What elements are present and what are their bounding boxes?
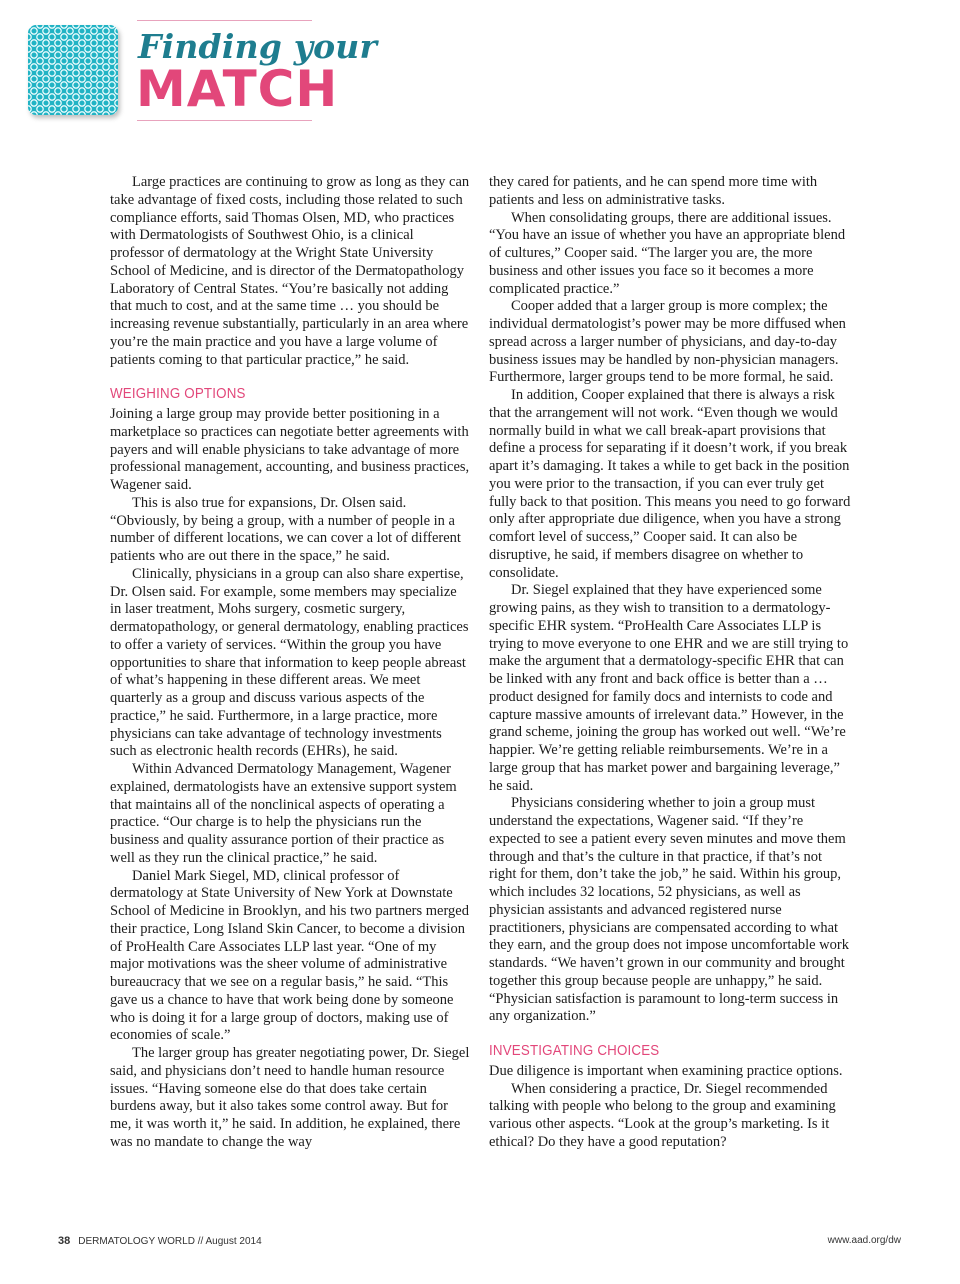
header-rule-bottom [137,120,312,121]
paragraph: they cared for patients, and he can spend more time with patients and less on administrative tasks. [489,174,818,208]
footer-url[interactable]: www.aad.org/dw [827,1235,901,1246]
paragraph: In addition, Cooper explained that there is always a risk that the arrangement will not work. “Even though we would normally build in what we call break-apart provisions that define a process for separating if it doesn’t work, if you break apart it’s damaging. It takes a while to get back in the position you were prior to the transaction, if you can ever truly get fully back to that position. This means you need to go forward only after appropriate due diligence, when you have a strong comfort level of success,” Cooper said. It can also be disruptive, he said, if members disagree on whether to consolidate. [489,387,851,581]
left-column [110,174,470,1152]
header-kicker: Finding your [138,27,378,66]
paragraph: This is also true for expansions, Dr. Olsen said. “Obviously, by being a group, with a number of people in a number of different locations, we can cover a lot of different patients who are out there in the space,” he said. [110,494,461,564]
paragraph: The larger group has greater negotiating power, Dr. Siegel said, and physicians don’t need to handle human resource issues. “Having someone else do that does take certain burdens away, but it also takes some control away. But for me, it was worth it,” he said. In addition, he explained, there was no mandate to change the way [110,1045,470,1150]
section-heading-weighing-options: WEIGHING OPTIONS [110,386,246,403]
paragraph: Dr. Siegel explained that they have experienced some growing pains, as they wish to transition to a dermatology-specific EHR system. “ProHealth Care Associates LLP is trying to move everyone to one EHR and we are still trying to make the argument that a dermatology-specific EHR that can be linked with any front and back office is better than a … product designed for family docs and internists to code and capture massive amounts of irrelevant data.” However, in the grand scheme, joining the group has worked out well. “We’re happier. We’re getting reliable reimbursements. We’re in a large group that has market power and bargaining leverage,” he said. [489,582,849,794]
paragraph: Clinically, physicians in a group can also share expertise, Dr. Olsen said. For example, some members may specialize in laser treatment, Mohs surgery, cosmetic surgery, dermatopathology, or general dermatology, enabling practices to offer a variety of services. “Within the group you have opportunities to share that information to keep people abreast of what’s happening in these different areas. We meet quarterly as a group and discuss various aspects of the practice,” he said. Furthermore, in a large practice, more physicians can take advantage of technology investments such as electronic health records (EHRs), he said. [110,565,469,760]
paragraph: When considering a practice, Dr. Siegel recommended talking with people who belong to the group and examining various other aspects. “Look at the group’s marketing. Is it ethical? Do they have a good reputation? [489,1080,836,1150]
quatrefoil-pattern-icon [28,25,118,115]
paragraph: Daniel Mark Siegel, MD, clinical professor of dermatology at State University of New York at Downstate School of Medicine in Brooklyn, and his two partners merged their practice, Long Island Skin Cancer, to become a division of ProHealth Care Associates LLP last year. “One of my major motivations was the sheer volume of administrative bureaucracy that we see on a regular basis,” he said. “This gave us a chance to have that work being done by someone who is doing it for a large group of doctors, making use of economies of scale.” [110,867,469,1044]
paragraph: Within Advanced Dermatology Management, Wagener explained, dermatologists have an extensive support system that maintains all of the nonclinical aspects of operating a practice. “Our charge is to help the physicians run the business and quality assurance portion of their practice as well as they run the clinical practice,” he said. [110,761,457,866]
header-title: MATCH [136,60,339,118]
paragraph: Physicians considering whether to join a group must understand the expectations, Wagener said. “If they’re expected to see a patient every seven minutes and move them through and that’s the culture in that practice, if that’s not right for them, don’t take the job,” he said. Within his group, which includes 32 locations, 52 physicians, as well as physician assistants and advanced registered nurse practitioners, physicians are compensated according to what they earn, and the group does not impose uncomfortable work standards. “We haven’t grown in our community and brought together this group because people are unhappy,” he said. “Physician satisfaction is paramount to long-term success in any organization.” [489,795,849,1025]
paragraph: Cooper added that a larger group is more complex; the individual dermatologist’s power may be more diffused when spread across a larger number of physicians, and day-to-day business issues may be handled by non-physician managers. Furthermore, larger groups tend to be more formal, he said. [489,298,846,386]
publication-line: DERMATOLOGY WORLD // August 2014 [78,1236,262,1247]
page-number: 38 [58,1235,71,1247]
right-column [489,174,851,1152]
footer-left [58,1235,262,1247]
paragraph: Joining a large group may provide better positioning in a marketplace so practices can negotiate better agreements with payers and will enable physicians to take advantage of more professional management, accounting, and business practices, Wagener said. [110,406,470,493]
section-heading-investigating-choices: INVESTIGATING CHOICES [489,1043,660,1059]
paragraph: Due diligence is important when examining practice options. [489,1062,843,1079]
paragraph: When consolidating groups, there are additional issues. “You have an issue of whether you have an appropriate blend of cultures,” Cooper said. “The larger you are, the more business and other issues you face so it becomes a more complicated practice.” [489,209,846,297]
header-rule-top [137,20,312,21]
paragraph: Large practices are continuing to grow as long as they can take advantage of fixed costs, including those related to such compliance efforts, said Thomas Olsen, MD, who practices with Dermatologists of Southwest Ohio, is a clinical professor of dermatology at the Wright State University School of Medicine, and is director of the Dermatopathology Laboratory of Central States. “You’re basically not adding that much to cost, and at the same time … you should be increasing revenue substantially, particularly in an area where you’re the main practice and you have a large volume of patients coming to that particular practice,” he said. [110,174,470,368]
